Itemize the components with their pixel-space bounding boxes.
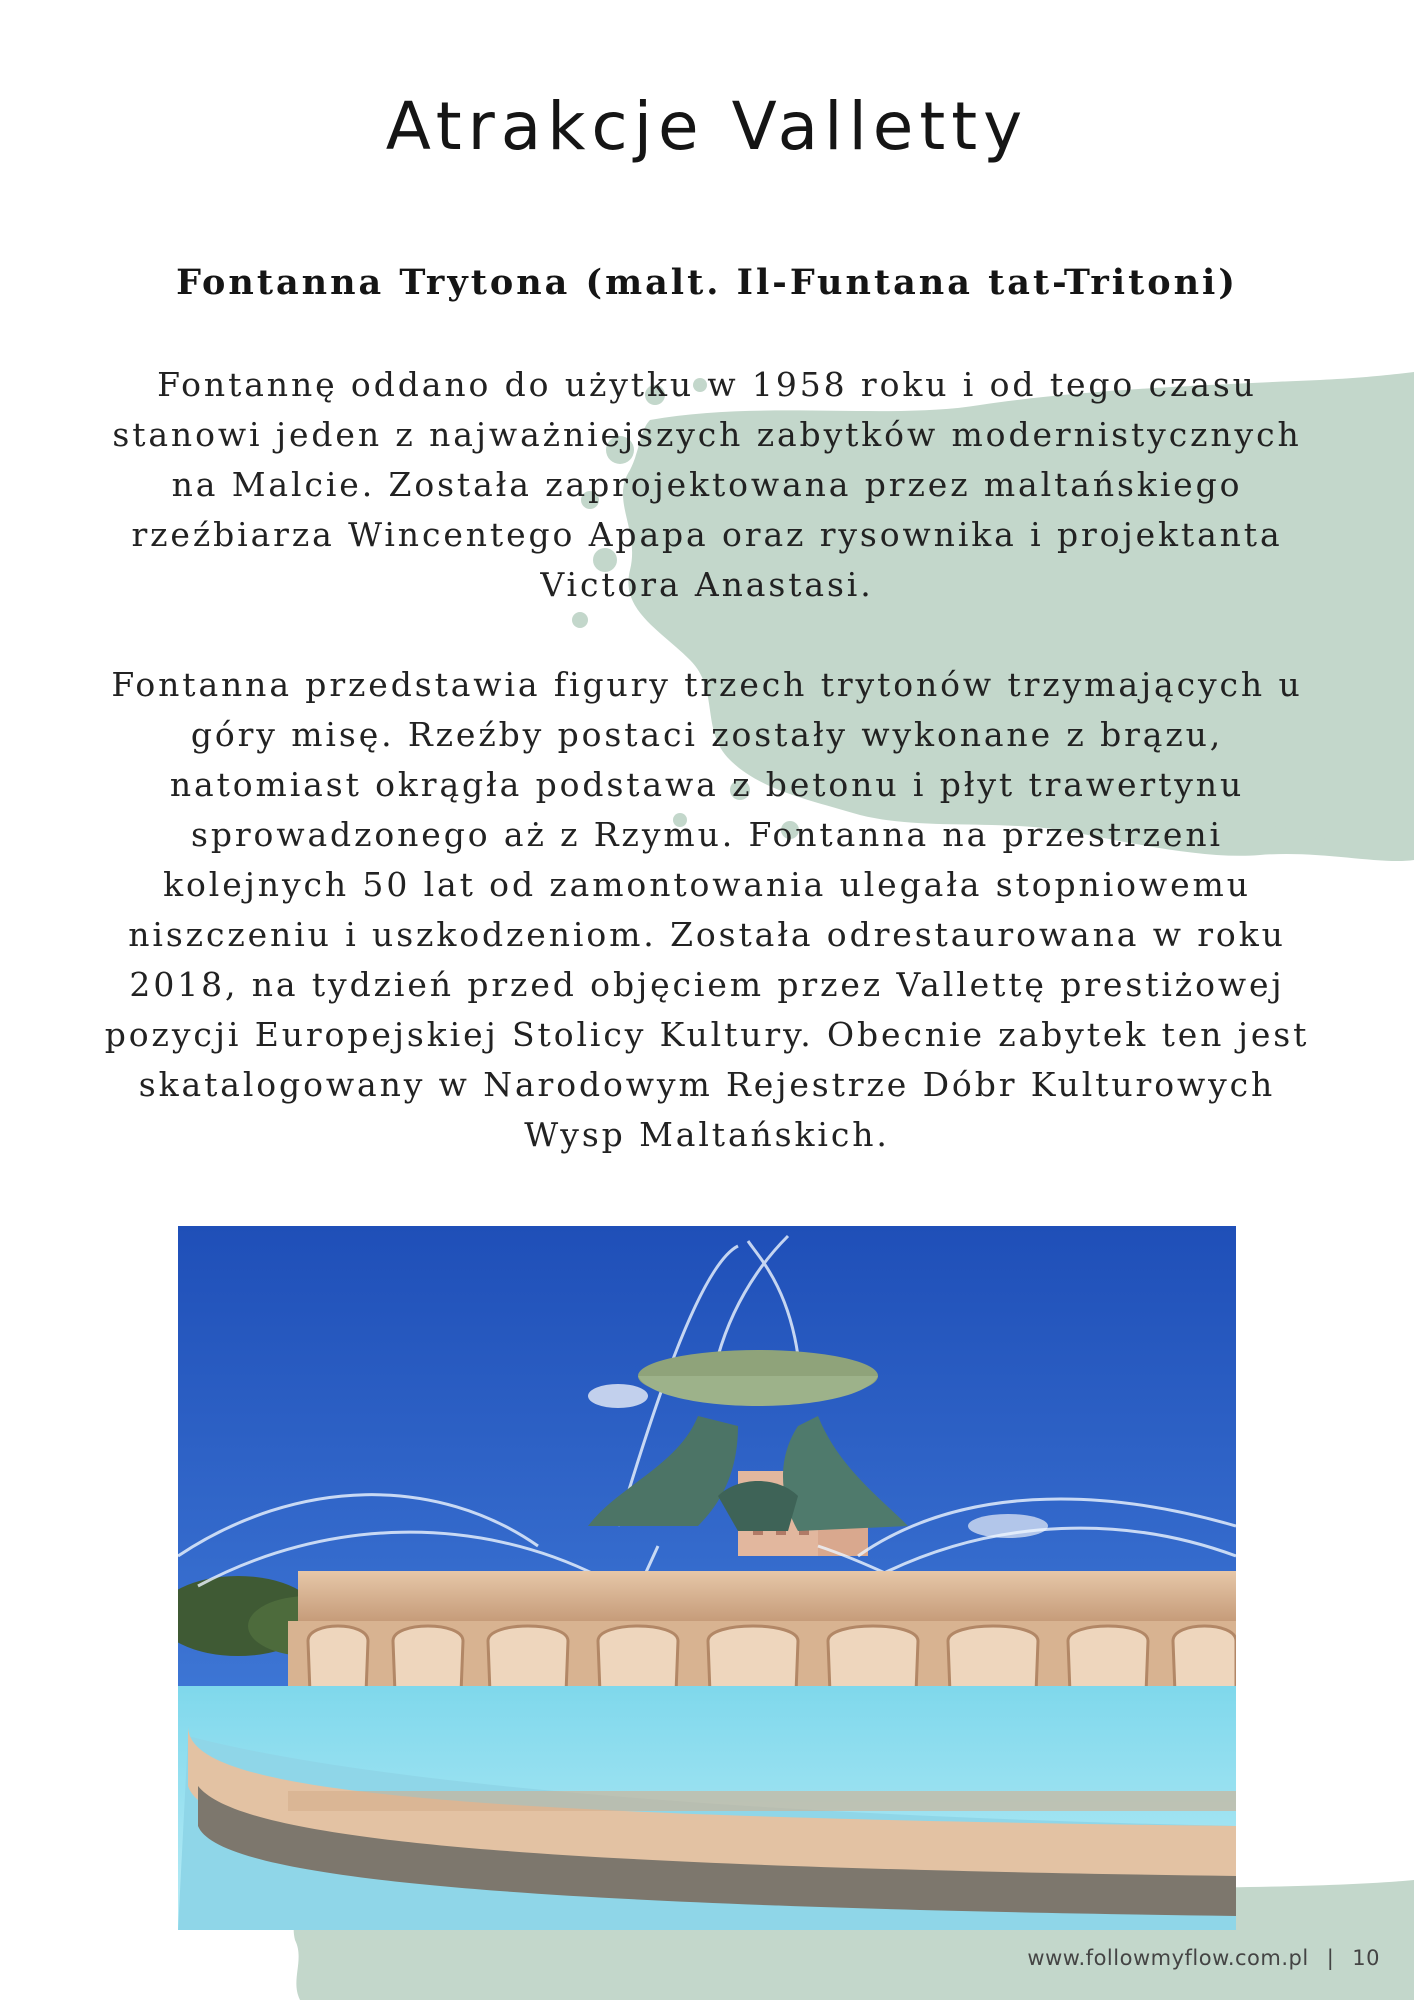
website-link[interactable]: www.followmyflow.com.pl xyxy=(1027,1946,1309,1970)
page-number: 10 xyxy=(1352,1946,1380,1970)
paragraph-intro: Fontannę oddano do użytku w 1958 roku i od tego czasu stanowi jeden z najważniejszych zabytków modernistycznych na Malcie. Została zaprojektowana przez maltańskiego rzeźbiarza Wincentego Apapa oraz rysownika i projektanta Victora Anastasi. xyxy=(112,365,1302,604)
page-title: Atrakcje Valletty xyxy=(385,88,1029,165)
section-heading: Fontanna Trytona (malt. Il-Funtana tat-Tritoni) xyxy=(176,262,1238,303)
paragraph-description: Fontanna przedstawia figury trzech trytonów trzymających u góry misę. Rzeźby postaci zostały wykonane z brązu, natomiast okrągła podstawa z betonu i płyt trawertynu sprowadzonego aż z Rzymu. Fontanna na przestrzeni kolejnych 50 lat od zamontowania ulegała stopniowemu niszczeniu i uszkodzeniom. Została odrestaurowana w roku 2018, na tydzień przed objęciem przez Vallettę prestiżowej pozycji Europejskiej Stolicy Kultury. Obecnie zabytek ten jest skatalogowany w Narodowym Rejestrze Dóbr Kulturowych Wysp Maltańskich. xyxy=(104,665,1310,1154)
page-footer xyxy=(1027,1946,1380,1970)
triton-fountain-photo xyxy=(178,1226,1236,1930)
footer-separator: | xyxy=(1326,1946,1335,1970)
